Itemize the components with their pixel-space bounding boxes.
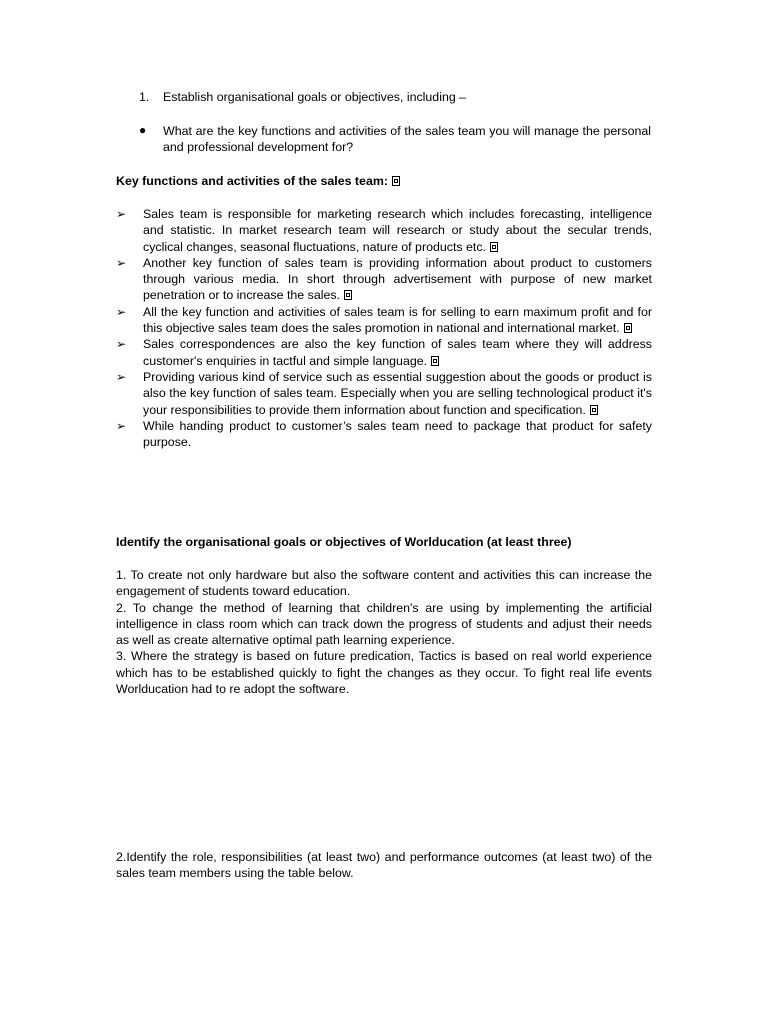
placeholder-glyph-icon: [431, 356, 439, 366]
list-item-text: While handing product to customer’s sales team need to package that product for safety purpose.: [143, 418, 652, 450]
bullet-dot-icon: ●: [139, 123, 147, 137]
list-item: [116, 255, 652, 304]
arrow-bullet-icon: ➢: [116, 304, 127, 319]
placeholder-glyph-icon: [344, 290, 352, 300]
goal-item: 1. To create not only hardware but also the software content and activities this can increase the engagement of students toward education.: [116, 568, 652, 599]
list-item-text: Sales correspondences are also the key function of sales team where they will address customer's enquiries in tactful and simple language.: [143, 337, 652, 368]
placeholder-glyph-icon: [392, 176, 400, 186]
arrow-bullet-icon: ➢: [116, 418, 127, 433]
list-item: [116, 336, 652, 369]
goal-item: 2. To change the method of learning that children's are using by implementing the artificial intelligence in class room which can track down the progress of students and adjust their needs as well as create alternative optimal path learning experience.: [116, 600, 652, 648]
key-functions-title: [116, 173, 652, 189]
list-item: [116, 418, 652, 451]
arrow-bullet-icon: ➢: [116, 369, 127, 384]
bullet-text: What are the key functions and activities of the sales team you will manage the personal and professional development for?: [163, 124, 651, 155]
list-item-text: Sales team is responsible for marketing research which includes forecasting, intelligence and statistic. In market research team will research or study about the secular trends, cyclical changes, seasonal fluctuations, nature of products etc.: [143, 207, 652, 254]
goals-list: [116, 567, 652, 697]
list-item: [116, 206, 652, 255]
arrow-bullet-icon: ➢: [116, 207, 127, 221]
list-item: [116, 304, 652, 337]
list-item-text: Another key function of sales team is providing information about product to customers through various media. In short through advertisement with purpose of new market penetration or to increase the sales.: [143, 255, 652, 303]
arrow-bullet-icon: ➢: [116, 255, 127, 270]
goals-title: Identify the organisational goals or objectives of Worlducation (at least three): [116, 535, 572, 549]
item-number: 1.: [139, 90, 150, 104]
list-item-text: Providing various kind of service such as essential suggestion about the goods or product is also the key function of sales team. Especially when you are selling technological product it's your responsibilities to provide them information about function and specification.: [143, 369, 652, 417]
item-heading: Establish organisational goals or objectives, including –: [163, 90, 467, 104]
arrow-bullet-icon: ➢: [116, 337, 127, 352]
placeholder-glyph-icon: [490, 242, 498, 252]
key-functions-list: [116, 206, 652, 450]
placeholder-glyph-icon: [624, 323, 632, 333]
key-functions-title-text: Key functions and activities of the sales team:: [116, 174, 388, 188]
list-item: [116, 369, 652, 418]
section2-heading: 2.Identify the role, responsibilities (at least two) and performance outcomes (at least two) of the sales team members using the table below.: [116, 850, 652, 881]
list-item-text: All the key function and activities of sales team is for selling to earn maximum profit and for this objective sales team does the sales promotion in national and international market.: [143, 304, 652, 336]
goal-item: 3. Where the strategy is based on future predication, Tactics is based on real world experience which has to be established quickly to fight the changes as they occur. To fight real life events Worlducation had to re adopt the software.: [116, 649, 652, 697]
placeholder-glyph-icon: [590, 405, 598, 415]
